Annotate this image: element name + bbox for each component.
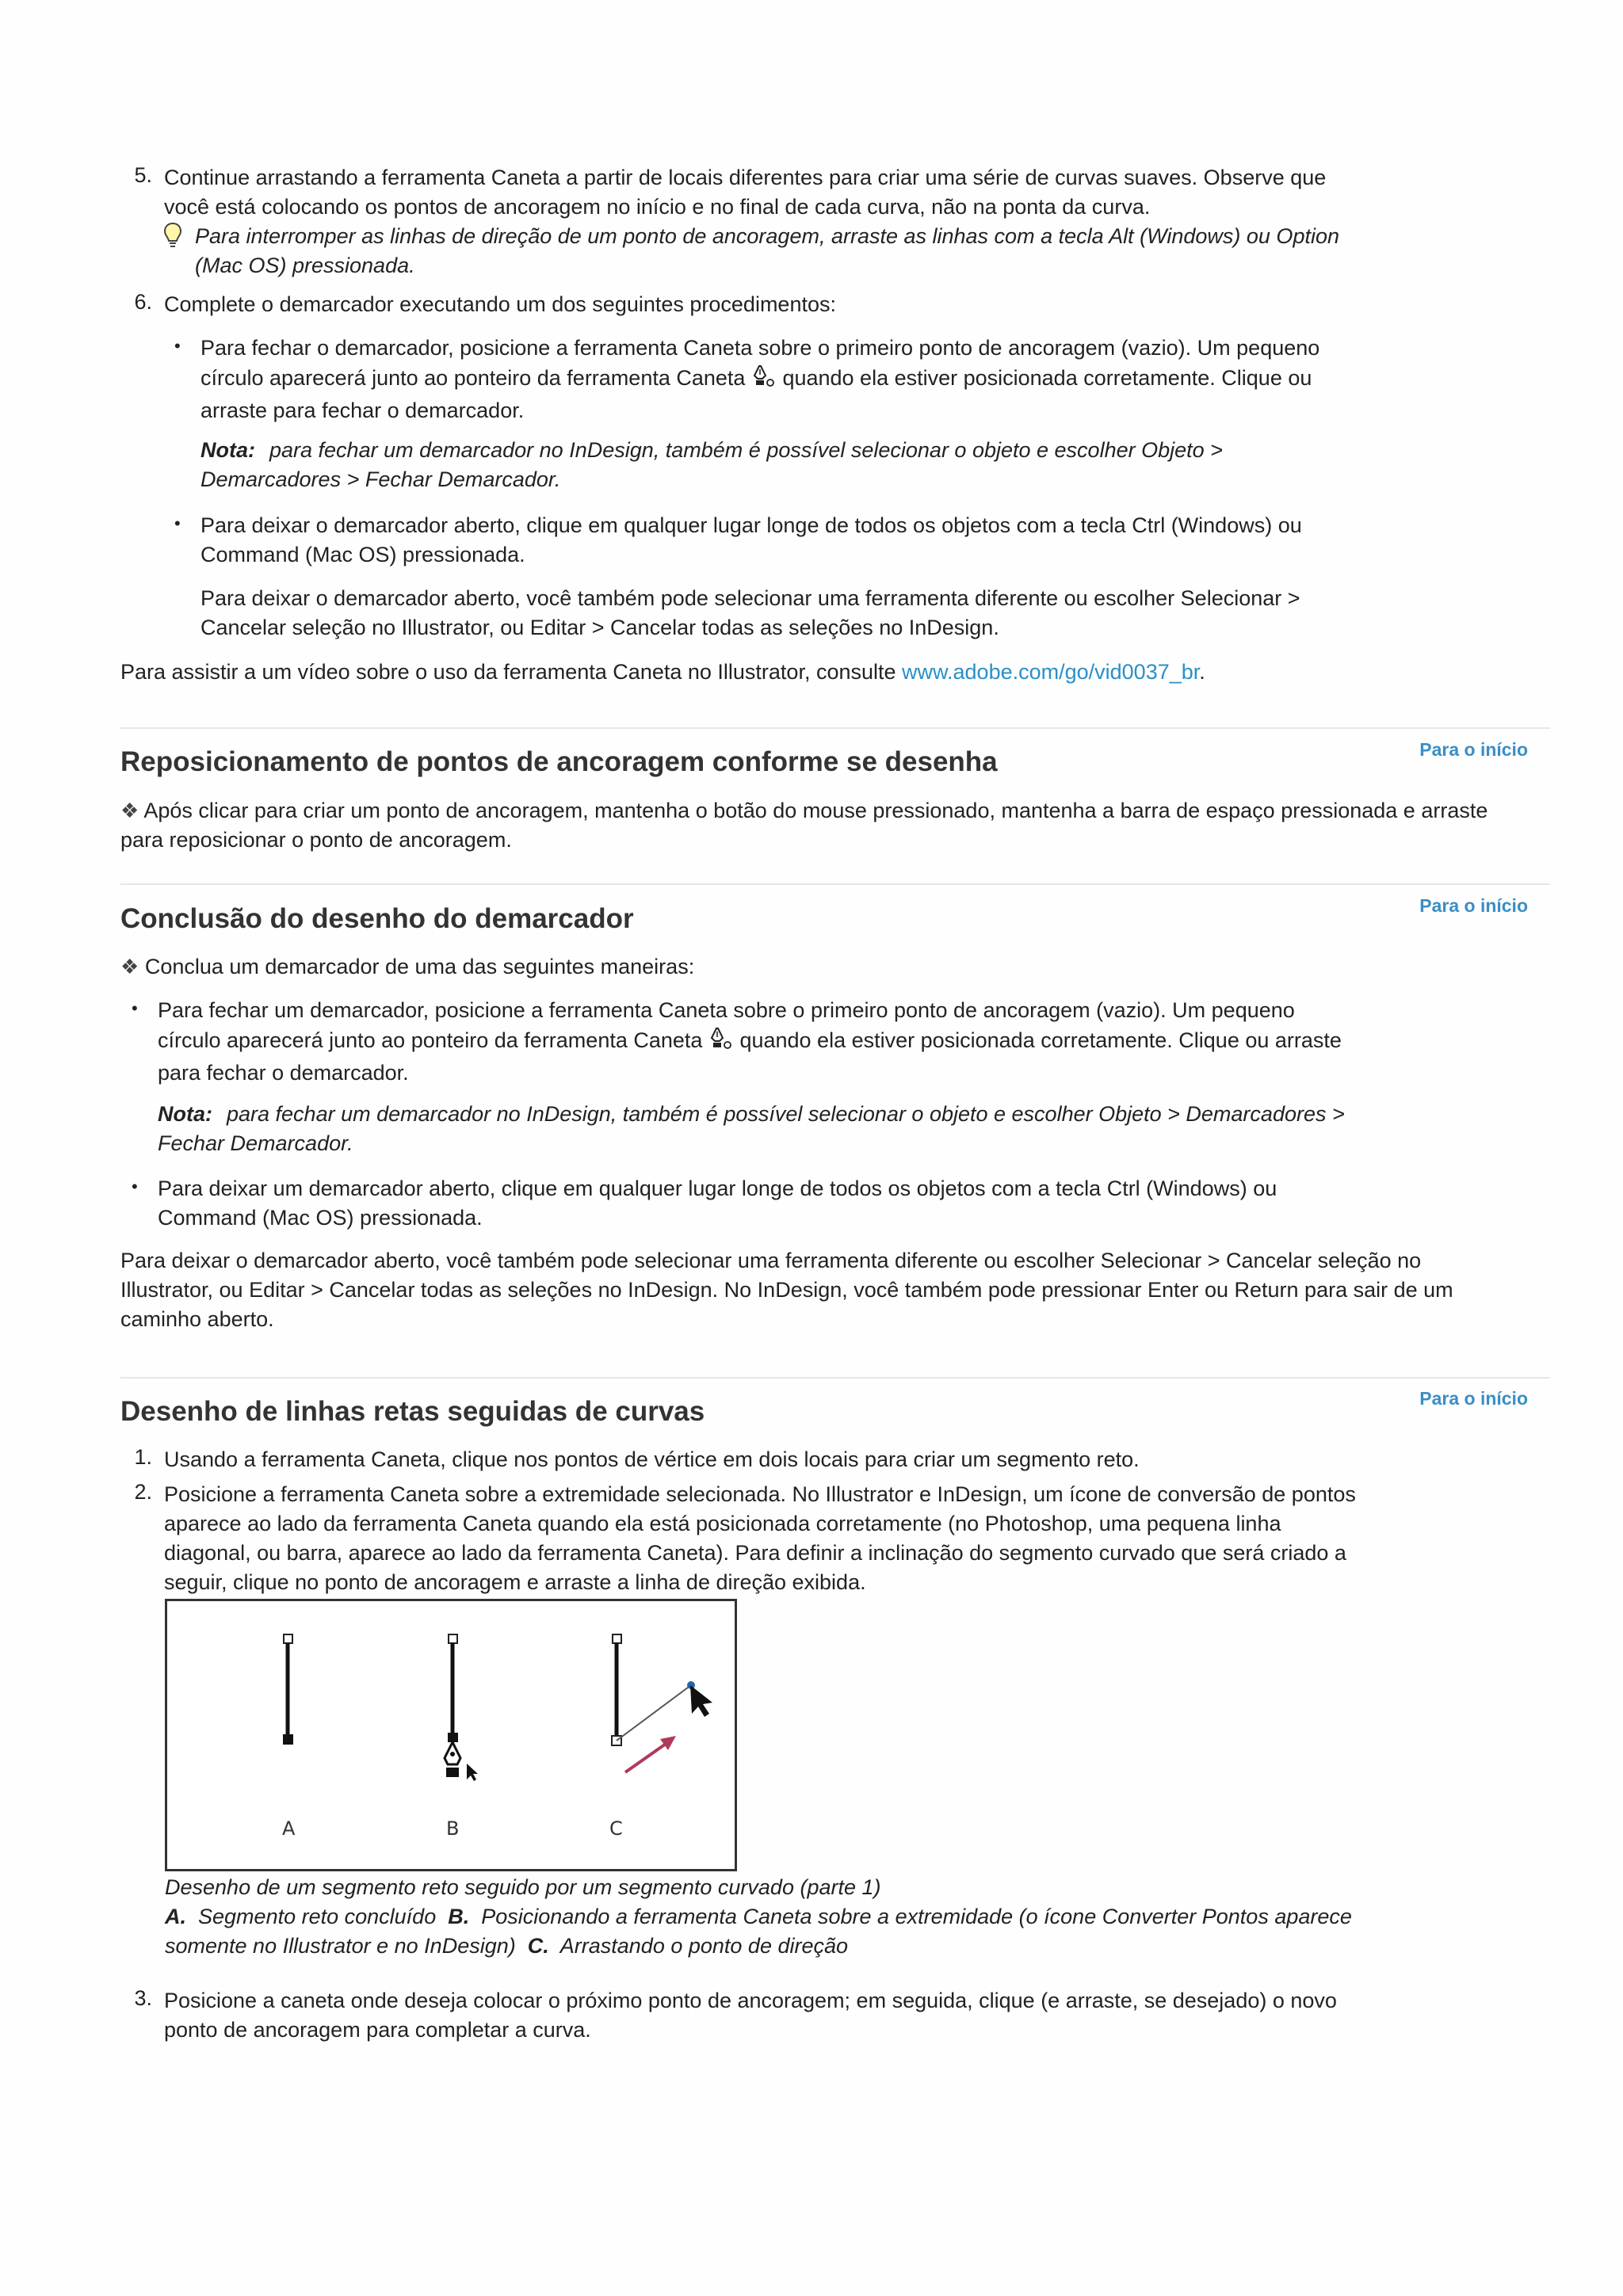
panel-b	[445, 1634, 478, 1840]
section-heading: Desenho de linhas retas seguidas de curvas	[120, 1396, 705, 1427]
text-line: Illustrator, ou Editar > Cancelar todas as seleções no InDesign. No InDesign, você também pode pressionar Enter ou Return para sair de um	[120, 1278, 1453, 1302]
text-line	[120, 796, 1547, 826]
text-line: caminho aberto.	[120, 1307, 274, 1331]
list-item: Usando a ferramenta Caneta, clique nos pontos de vértice em dois locais para criar um segmento reto.	[164, 1447, 1140, 1471]
text-line: Para interromper as linhas de direção de um ponto de ancoragem, arraste as linhas com a tecla Alt (Windows) ou Option	[195, 224, 1339, 248]
text-line: Demarcadores > Fechar Demarcador.	[200, 467, 561, 491]
video-paragraph	[120, 658, 1547, 687]
video-link[interactable]: www.adobe.com/go/vid0037_br	[902, 660, 1200, 684]
caption-title: Desenho de um segmento reto seguido por um segmento curvado (parte 1)	[165, 1875, 881, 1899]
text-line	[200, 436, 1623, 465]
bullet: •	[174, 336, 181, 356]
text-span: quando ela estiver posicionada corretamente. Clique ou	[782, 366, 1312, 391]
divider	[120, 727, 1550, 729]
text-line	[158, 1025, 1584, 1058]
caption-label: C.	[527, 1934, 549, 1958]
pen-close-icon	[751, 363, 777, 396]
text-line: arraste para fechar o demarcador.	[200, 399, 525, 422]
diamond-bullet-icon: ❖	[120, 799, 139, 822]
bullet: •	[132, 998, 138, 1018]
bullet: •	[174, 513, 181, 533]
text-line	[165, 1932, 1591, 1961]
figure-illustration	[167, 1601, 735, 1869]
text-line: você está colocando os pontos de ancoragem no início e no final de cada curva, não na ponta da curva.	[164, 195, 1151, 219]
paragraph	[120, 1246, 1547, 1334]
divider	[120, 883, 1550, 885]
paragraph	[200, 584, 1623, 643]
text-line	[158, 1100, 1584, 1129]
back-to-top-link[interactable]: Para o início	[1419, 895, 1528, 916]
text-line: Continue arrastando a ferramenta Caneta a partir de locais diferentes para criar uma série de curvas suaves. Observe que	[164, 166, 1327, 189]
section-heading: Reposicionamento de pontos de ancoragem conforme se desenha	[120, 746, 998, 777]
caption-label: B.	[448, 1905, 470, 1928]
text-span: Após clicar para criar um ponto de ancoragem, mantenha o botão do mouse pressionado, mantenha a barra de espaço pressionada e arraste	[143, 799, 1488, 822]
note-label: Nota:	[200, 438, 255, 462]
caption-label: A.	[165, 1905, 186, 1928]
text-span: para fechar um demarcador no InDesign, também é possível selecionar o objeto e escolher Objeto >	[269, 438, 1223, 462]
text-line: para fechar o demarcador.	[158, 1061, 409, 1085]
panel-a	[282, 1634, 296, 1840]
text-line: Posicione a ferramenta Caneta sobre a extremidade selecionada. No Illustrator e InDesign, um ícone de conversão de pontos	[164, 1482, 1356, 1506]
paragraph	[120, 796, 1547, 855]
note-label: Nota:	[158, 1102, 212, 1126]
text-line: Para fechar o demarcador, posicione a ferramenta Caneta sobre o primeiro ponto de ancoragem (vazio). Um pequeno	[200, 336, 1320, 360]
list-item: Complete o demarcador executando um dos seguintes procedimentos:	[164, 292, 836, 316]
figure-label-a: A	[282, 1817, 296, 1840]
text-span: quando ela estiver posicionada corretamente. Clique ou arraste	[739, 1028, 1342, 1053]
text-line: Command (Mac OS) pressionada.	[158, 1206, 483, 1230]
figure-pen-tool	[165, 1599, 737, 1871]
panel-c	[609, 1634, 712, 1840]
note	[158, 1100, 1584, 1158]
pen-close-icon	[708, 1025, 734, 1058]
text-line: Command (Mac OS) pressionada.	[200, 543, 525, 566]
bullet: •	[132, 1177, 138, 1196]
text-span: Posicionando a ferramenta Caneta sobre a extremidade (o ícone Converter Pontos aparece	[481, 1905, 1352, 1928]
text-line: ponto de ancoragem para completar a curva.	[164, 2018, 591, 2042]
text-line: (Mac OS) pressionada.	[195, 254, 415, 277]
figure-label-b: B	[446, 1817, 460, 1840]
text-line: Para deixar um demarcador aberto, clique em qualquer lugar longe de todos os objetos com a tecla Ctrl (Windows) ou	[158, 1177, 1277, 1200]
bullet-item	[158, 1174, 1584, 1233]
text-span: somente no Illustrator e no InDesign)	[165, 1934, 516, 1958]
text-line: Para deixar o demarcador aberto, você também pode selecionar uma ferramenta diferente ou escolher Selecionar > Cancelar seleção no	[120, 1249, 1422, 1272]
text-line: seguir, clique no ponto de ancoragem e arraste a linha de direção exibida.	[164, 1570, 866, 1594]
divider	[120, 1377, 1550, 1379]
list-number: 6.	[134, 290, 152, 314]
text-line: Para deixar o demarcador aberto, clique em qualquer lugar longe de todos os objetos com a tecla Ctrl (Windows) ou	[200, 513, 1302, 537]
text-span: Segmento reto concluído	[198, 1905, 437, 1928]
list-item	[164, 1480, 1591, 1597]
text-span: Para assistir a um vídeo sobre o uso da ferramenta Caneta no Illustrator, consulte	[120, 660, 903, 684]
list-number: 1.	[134, 1445, 152, 1469]
tip-text	[195, 222, 1621, 280]
text-line: Cancelar seleção no Illustrator, ou Editar > Cancelar todas as seleções no InDesign.	[200, 616, 999, 639]
bullet-item	[200, 511, 1623, 570]
bullet-item	[158, 996, 1584, 1088]
section-heading: Conclusão do desenho do demarcador	[120, 903, 634, 934]
text-span: .	[1199, 660, 1205, 684]
back-to-top-link[interactable]: Para o início	[1419, 739, 1528, 760]
back-to-top-link[interactable]: Para o início	[1419, 1388, 1528, 1409]
list-number: 5.	[134, 163, 152, 187]
text-line: Para fechar um demarcador, posicione a ferramenta Caneta sobre o primeiro ponto de ancoragem (vazio). Um pequeno	[158, 998, 1295, 1022]
diamond-bullet-icon: ❖	[120, 955, 139, 978]
paragraph	[120, 952, 1547, 982]
text-span: Conclua um demarcador de uma das seguintes maneiras:	[144, 955, 695, 978]
text-span: círculo aparecerá junto ao ponteiro da ferramenta Caneta	[158, 1028, 703, 1053]
list-number: 2.	[134, 1480, 152, 1504]
list-item	[164, 1986, 1591, 2045]
list-item	[164, 163, 1591, 222]
text-line: Posicione a caneta onde deseja colocar o próximo ponto de ancoragem; em seguida, clique (e arraste, se desejado) o novo	[164, 1989, 1337, 2012]
text-line: diagonal, ou barra, aparece ao lado da ferramenta Caneta). Para definir a inclinação do segmento curvado que será criado a	[164, 1541, 1346, 1565]
list-number: 3.	[134, 1986, 152, 2010]
text-line: Para deixar o demarcador aberto, você também pode selecionar uma ferramenta diferente ou escolher Selecionar >	[200, 586, 1300, 610]
text-line	[165, 1902, 1591, 1932]
text-line	[200, 363, 1623, 396]
text-span: círculo aparecerá junto ao ponteiro da ferramenta Caneta	[200, 366, 746, 391]
note	[200, 436, 1623, 494]
text-line: Fechar Demarcador.	[158, 1131, 353, 1155]
text-span: Arrastando o ponto de direção	[559, 1934, 849, 1958]
bullet-item	[200, 334, 1623, 425]
figure-caption	[165, 1873, 1591, 1961]
text-line: para reposicionar o ponto de ancoragem.	[120, 828, 512, 852]
figure-label-c: C	[609, 1817, 623, 1840]
lightbulb-icon	[163, 222, 182, 254]
text-span: para fechar um demarcador no InDesign, também é possível selecionar o objeto e escolher Objeto > Demarcadores >	[227, 1102, 1345, 1126]
text-line: aparece ao lado da ferramenta Caneta quando ela está posicionada corretamente (no Photoshop, uma pequena linha	[164, 1512, 1281, 1535]
